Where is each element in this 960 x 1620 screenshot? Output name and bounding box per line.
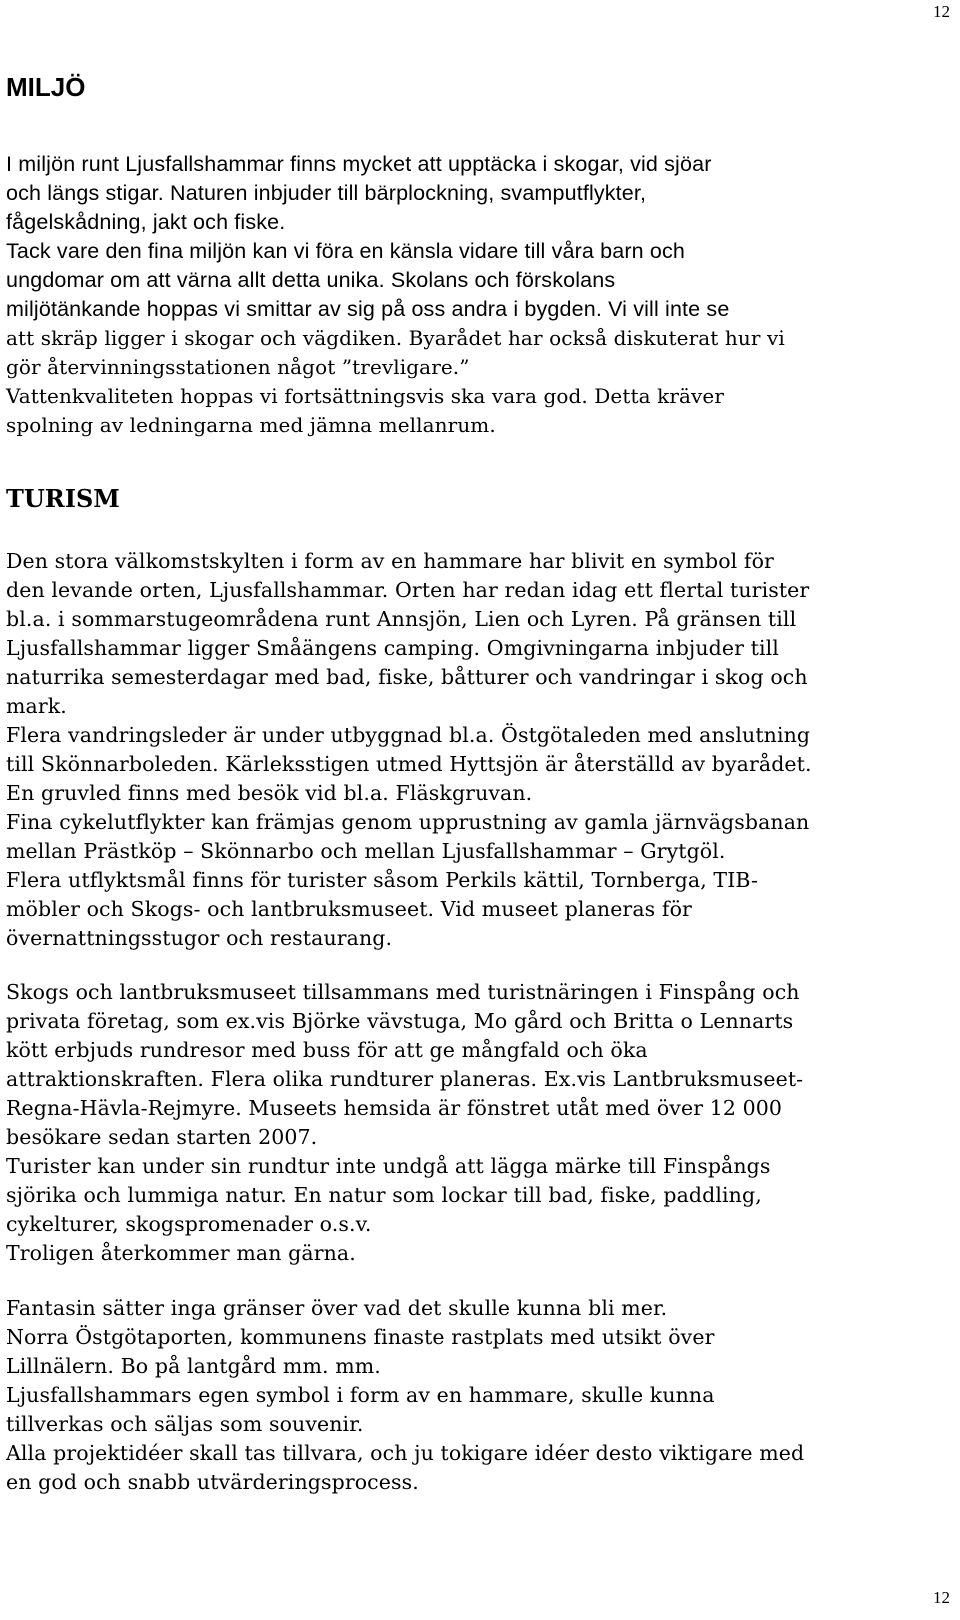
text-line: miljötänkande hoppas vi smittar av sig på oss andra i bygden. Vi vill inte se [6, 297, 730, 321]
text-line: Alla projektidéer skall tas tillvara, och ju tokigare idéer desto viktigare med [6, 1441, 805, 1465]
text-line: Ljusfallshammars egen symbol i form av en hammare, skulle kunna [6, 1383, 715, 1407]
text-line: En gruvled finns med besök vid bl.a. Fläskgruvan. [6, 781, 533, 805]
text-line: en god och snabb utvärderingsprocess. [6, 1470, 419, 1494]
text-line: Norra Östgötaporten, kommunens finaste rastplats med utsikt över [6, 1325, 715, 1349]
text-line: att skräp ligger i skogar och vägdiken. Byarådet har också diskuterat hur vi [6, 326, 785, 350]
text-line: övernattningsstugor och restaurang. [6, 926, 393, 950]
text-line: privata företag, som ex.vis Björke vävstuga, Mo gård och Britta o Lennarts [6, 1009, 794, 1033]
text-line: ungdomar om att värna allt detta unika. Skolans och förskolans [6, 268, 616, 292]
text-line: Flera vandringsleder är under utbyggnad bl.a. Östgötaleden med anslutning [6, 723, 811, 747]
text-line: Den stora välkomstskylten i form av en hammare har blivit en symbol för [6, 549, 774, 573]
text-line: sjörika och lummiga natur. En natur som lockar till bad, fiske, paddling, [6, 1183, 762, 1207]
text-line: I miljön runt Ljusfallshammar finns mycket att upptäcka i skogar, vid sjöar [6, 152, 712, 176]
fantasi-paragraph [6, 1294, 956, 1497]
text-line: Vattenkvaliteten hoppas vi fortsättningsvis ska vara god. Detta kräver [6, 384, 725, 408]
skogs-paragraph [6, 978, 956, 1268]
text-line: Fantasin sätter inga gränser över vad det skulle kunna bli mer. [6, 1296, 668, 1320]
text-line: kött erbjuds rundresor med buss för att ge mångfald och öka [6, 1038, 648, 1062]
text-line: Tack vare den fina miljön kan vi föra en känsla vidare till våra barn och [6, 239, 685, 263]
miljo-paragraph [6, 150, 956, 440]
page-number-bottom: 12 [933, 1588, 950, 1607]
text-line: attraktionskraften. Flera olika rundturer planeras. Ex.vis Lantbruksmuseet- [6, 1067, 804, 1091]
text-line: mark. [6, 694, 67, 718]
text-line: Ljusfallshammar ligger Småängens camping. Omgivningarna inbjuder till [6, 636, 779, 660]
text-line: Lillnälern. Bo på lantgård mm. mm. [6, 1354, 381, 1378]
text-line: och längs stigar. Naturen inbjuder till bärplockning, svamputflykter, [6, 181, 647, 205]
page-number-top: 12 [933, 2, 950, 21]
turism-paragraph [6, 547, 956, 953]
text-line: gör återvinningsstationen något ”trevligare.” [6, 355, 470, 379]
text-line: fågelskådning, jakt och fiske. [6, 210, 286, 234]
text-line: möbler och Skogs- och lantbruksmuseet. Vid museet planeras för [6, 897, 692, 921]
text-line: Troligen återkommer man gärna. [6, 1241, 356, 1265]
text-line: mellan Prästköp – Skönnarbo och mellan Ljusfallshammar – Grytgöl. [6, 839, 726, 863]
text-line: den levande orten, Ljusfallshammar. Orten har redan idag ett flertal turister [6, 578, 810, 602]
text-line: till Skönnarboleden. Kärleksstigen utmed Hyttsjön är återställd av byarådet. [6, 752, 812, 776]
text-line: besökare sedan starten 2007. [6, 1125, 318, 1149]
text-line: Turister kan under sin rundtur inte undgå att lägga märke till Finspångs [6, 1154, 771, 1178]
text-line: naturrika semesterdagar med bad, fiske, båtturer och vandringar i skog och [6, 665, 808, 689]
text-line: Regna-Hävla-Rejmyre. Museets hemsida är fönstret utåt med över 12 000 [6, 1096, 783, 1120]
text-line: spolning av ledningarna med jämna mellanrum. [6, 413, 496, 437]
text-line: Fina cykelutflykter kan främjas genom upprustning av gamla järnvägsbanan [6, 810, 810, 834]
text-line: cykelturer, skogspromenader o.s.v. [6, 1212, 372, 1236]
text-line: Skogs och lantbruksmuseet tillsammans med turistnäringen i Finspång och [6, 980, 800, 1004]
text-line: bl.a. i sommarstugeområdena runt Annsjön, Lien och Lyren. På gränsen till [6, 607, 797, 631]
text-line: tillverkas och säljas som souvenir. [6, 1412, 364, 1436]
section-heading-miljo: MILJÖ [6, 72, 86, 102]
section-heading-turism: TURISM [6, 484, 120, 513]
text-line: Flera utflyktsmål finns för turister såsom Perkils kättil, Tornberga, TIB- [6, 868, 758, 892]
